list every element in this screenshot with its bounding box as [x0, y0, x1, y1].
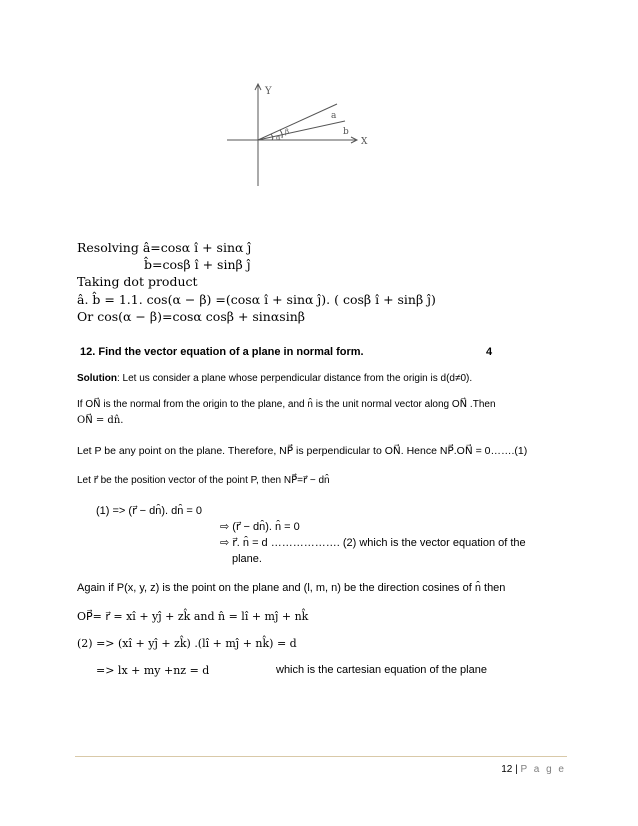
solution-intro	[77, 373, 472, 384]
solution-paragraph-7: (2) => (xî + yĵ + zk̂) .(lî + mĵ + nk̂) = d	[77, 637, 297, 650]
resolving-line-4: â. b̂ = 1.1. cos(α − β) =(cosα î + sinα ĵ). ( cosβ î + sinβ ĵ)	[77, 292, 436, 307]
equation-3b: plane.	[232, 553, 262, 565]
angle-label-beta: β	[285, 128, 290, 136]
page-word: P a g e	[520, 764, 566, 775]
resolving-line-2: b̂=cosβ î + sinβ ĵ	[144, 257, 251, 272]
axis-label-y: Y	[265, 86, 272, 97]
vector-a	[258, 104, 337, 140]
resolving-line-3: Taking dot product	[77, 274, 198, 289]
solution-paragraph-4: Let r⃗ be the position vector of the point P, then NP⃗=r⃗ − dn̂	[77, 475, 330, 486]
solution-paragraph-8a: => lx + my +nz = d	[96, 664, 210, 677]
page-number: 12	[501, 764, 513, 775]
question-title: 12. Find the vector equation of a plane in normal form.	[80, 346, 364, 358]
equation-3a: ⇨ r⃗. n̂ = d ………………. (2) which is the vector equation of the	[220, 537, 526, 549]
solution-paragraph-2a: If ON⃗ is the normal from the origin to the plane, and n̂ is the unit normal vector along ON⃗ .Then	[77, 399, 496, 410]
vector-b	[258, 121, 345, 140]
solution-label: Solution	[77, 373, 117, 384]
vector-angle-diagram	[225, 78, 375, 190]
page-separator: |	[515, 764, 518, 775]
axis-label-x: X	[361, 137, 368, 147]
resolving-line-1: Resolving â=cosα î + sinα ĵ	[77, 240, 252, 255]
solution-paragraph-2b: ON⃗ = dn̂.	[77, 415, 124, 426]
equation-2: ⇨ (r⃗ − dn̂). n̂ = 0	[220, 521, 300, 533]
vector-label-a: a	[331, 111, 337, 121]
solution-text: : Let us consider a plane whose perpendicular distance from the origin is d(d≠0).	[117, 373, 473, 384]
vector-label-b: b	[343, 127, 349, 137]
angle-label-alpha: α	[276, 134, 281, 142]
resolving-line-5: Or cos(α − β)=cosα cosβ + sinαsinβ	[77, 309, 305, 324]
solution-paragraph-6: OP⃗= r⃗ = xî + yĵ + zk̂ and n̂ = lî + mĵ + nk̂	[77, 610, 309, 623]
solution-paragraph-5: Again if P(x, y, z) is the point on the plane and (l, m, n) be the direction cosines of n̂ then	[77, 582, 506, 594]
page-footer	[501, 764, 566, 775]
footer-rule	[75, 756, 567, 757]
solution-paragraph-8b: which is the cartesian equation of the plane	[276, 664, 487, 676]
question-marks: 4	[486, 346, 493, 358]
solution-paragraph-3: Let P be any point on the plane. Therefore, NP⃗ is perpendicular to ON⃗. Hence NP⃗.ON⃗ = 0…….(1)	[77, 445, 528, 457]
equation-1: (1) => (r⃗ − dn̂). dn̂ = 0	[96, 505, 203, 517]
